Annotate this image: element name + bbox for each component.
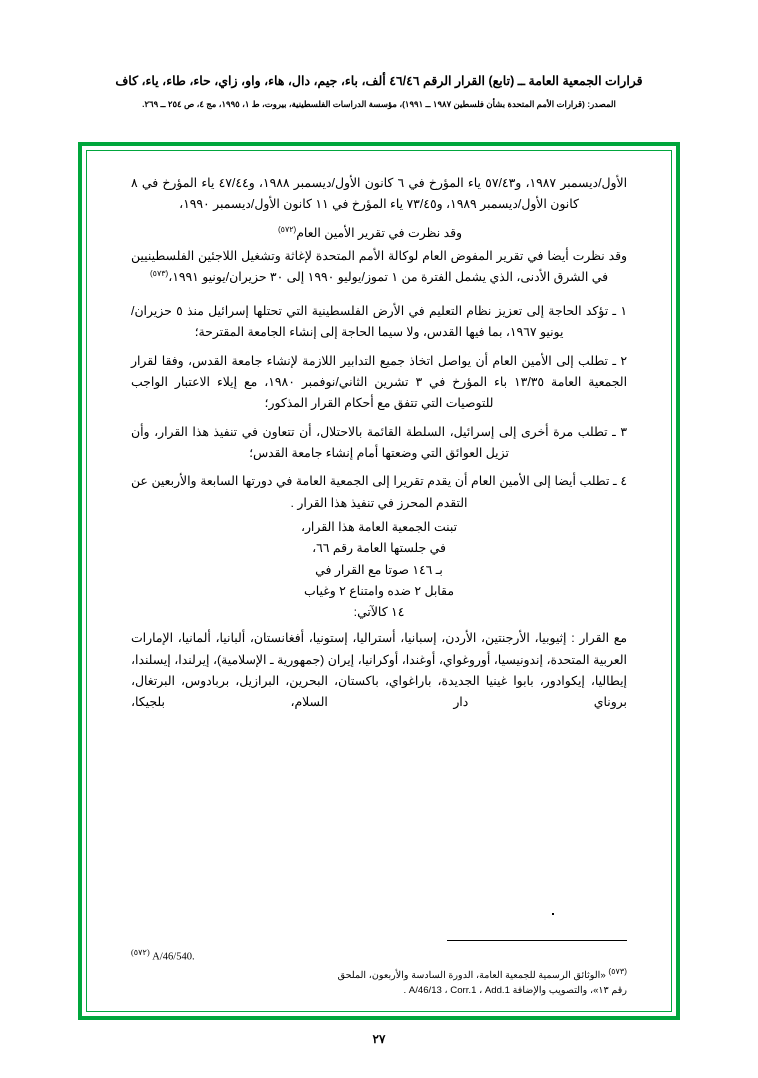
operative-paragraph-4: ٤ ـ تطلب أيضا إلى الأمين العام أن يقدم تقريرا إلى الجمعية العامة في دورتها السابعة والأربعين عن التقدم المحرز في تنفيذ هذا القرار . (131, 474, 627, 510)
operative-paragraph-2: ٢ ـ تطلب إلى الأمين العام أن يواصل اتخاذ جميع التدابير اللازمة لإنشاء جامعة القدس، وفقا لقرار الجمعية العامة ١٣/٣٥ باء المؤرخ في ٣ تشرين الثاني/نوفمبر ١٩٨٠، مع إيلاء الاعتبار الواجب للتوصيات التي تتفق مع أحكام القرار المذكور؛ (131, 353, 628, 411)
operative-paragraph-3: ٣ ـ تطلب مرة أخرى إلى إسرائيل، السلطة القائمة بالاحتلال، أن تتعاون في تنفيذ هذا القرار، وأن تزيل العوائق التي وضعتها أمام إنشاء جامعة القدس؛ (131, 424, 627, 460)
footnote-divider (447, 940, 627, 941)
resolution-body (131, 173, 627, 714)
vote-adoption-line: تبنت الجمعية العامة هذا القرار، (300, 519, 458, 534)
page-number: ٢٧ (372, 1032, 386, 1046)
paragraph-dates: الأول/ديسمبر ١٩٨٧، و٥٧/٤٣ ياء المؤرخ في ٦ كانون الأول/ديسمبر ١٩٨٨، و٤٧/٤٤ ياء المؤرخ في ٨ كانون الأول/ديسمبر ١٩٨٩، و٧٣/٤٥ ياء المؤرخ في ١١ كانون الأول/ديسمبر ١٩٩٠، (131, 176, 628, 212)
paragraph-considered-unrwa-report (131, 246, 627, 289)
paragraph-text: وقد نظرت أيضا في تقرير المفوض العام لوكالة الأمم المتحدة لإغاثة وتشغيل اللاجئين الفلسطينيين في الشرق الأدنى، الذي يشمل الفترة من ١ تموز/يوليو ١٩٩٠ إلى ٣٠ حزيران/يونيو ١٩٩١، (131, 249, 627, 285)
vote-absent-line: ١٤ كالآتي: (353, 605, 405, 620)
paragraph-text: وقد نظرت في تقرير الأمين العام (296, 225, 463, 240)
stray-dot-mark (552, 913, 554, 915)
countries-in-favour (131, 628, 627, 713)
footnote-573-text-line1: «الوثائق الرسمية للجمعية العامة، الدورة السادسة والأربعون، الملحق (337, 970, 606, 982)
footnote-573 (131, 966, 627, 984)
paragraph-considered-sg-report (131, 223, 627, 244)
footnote-marker-573: (٥٧٣) (149, 269, 169, 279)
footnote-573-id: (٥٧٣) (608, 967, 627, 977)
footnote-572-text: A/46/540. (152, 951, 195, 963)
vote-meeting-line: في جلستها العامة رقم ٦٦، (312, 541, 446, 556)
page-title: قرارات الجمعية العامة ــ (تابع) القرار الرقم ٤٦/٤٦ ألف، باء، جيم، دال، هاء، واو، زاي، حاء، طاء، ياء، كاف (115, 74, 643, 88)
footnote-573-continued (131, 984, 627, 999)
footnote-marker-572: (٥٧٢) (277, 224, 297, 234)
vote-summary (131, 517, 627, 624)
vote-in-favour-line: بـ ١٤٦ صوتا مع القرار في (315, 562, 443, 577)
footnote-572 (131, 947, 627, 966)
source-line: المصدر: (قرارات الأمم المتحدة بشأن فلسطين ١٩٨٧ ــ ١٩٩١)، مؤسسة الدراسات الفلسطينية، بيروت، ط ١، ١٩٩٥، مج ٤، ص ٢٥٤ ــ ٢٦٩. (142, 98, 616, 109)
operative-paragraph-1: ١ ـ تؤكد الحاجة إلى تعزيز نظام التعليم في الأرض الفلسطينية التي تحتلها إسرائيل منذ ٥ حزيران/يونيو ١٩٦٧، بما فيها القدس، ولا سيما الحاجة إلى إنشاء الجامعة المقترحة؛ (131, 303, 627, 340)
content-frame-inner (86, 150, 672, 1012)
document-header (0, 0, 758, 111)
footnotes-section (131, 940, 627, 999)
vote-against-line: مقابل ٢ ضده وامتناع ٢ وغياب (304, 583, 454, 598)
content-frame (78, 142, 680, 1020)
footnote-572-id: (٥٧٢) (131, 948, 150, 958)
footnote-573-text-line2: رقم ١٣»، والتصويب والإضافة A/46/13 ، Corr.1 ، Add.1 . (403, 985, 627, 997)
countries-list: مع القرار : إثيوبيا، الأرجنتين، الأردن، إسبانيا، أستراليا، إستونيا، أفغانستان، ألبانيا، ألمانيا، الإمارات العربية المتحدة، إندونيسيا، أوروغواي، أوغندا، أوكرانيا، إيران (جمهورية ـ الإسلامية)، إيرلندا، إيسلندا، إيطاليا، إيكوادور، بابوا غينيا الجديدة، باراغواي، باكستان، البحرين، البرازيل، بربادوس، البرتغال، بروناي دار السلام، بلجيكا، (131, 631, 627, 710)
